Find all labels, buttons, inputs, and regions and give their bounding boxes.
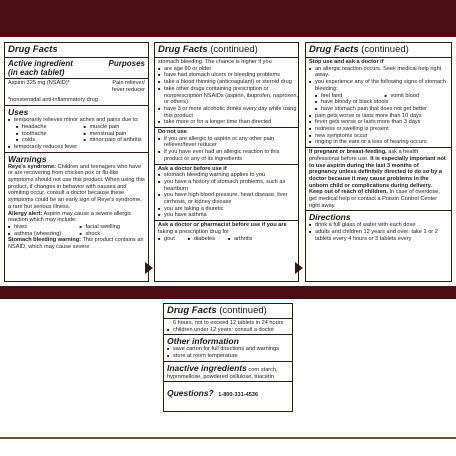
uses-heading: Uses [8, 107, 29, 118]
panel-title: Drug Facts [8, 44, 58, 55]
purpose-line-1: Pain reliever/ [112, 80, 145, 86]
stomach-bleeding-intro: stomach bleeding. The chance is higher if you [158, 59, 272, 65]
use-item: ■ muscle pain [81, 124, 149, 131]
purpose-line-2: fever reducer [112, 86, 145, 93]
ask-doctor-heading: Ask a doctor before use if [158, 165, 227, 172]
allergy-item: ■ hives [5, 224, 77, 231]
ask-doctor-item: ■ you are taking a diuretic [155, 206, 298, 213]
uses-last: ■ temporarily reduces fever [5, 144, 148, 151]
aspirin-ingredient: Aspirin 325 mg (NSAID)* [8, 80, 70, 86]
stomach-bleeding-warning: Stomach bleeding warning: This product contains an NSAID, which may cause severe [8, 237, 144, 251]
risk-item: ■ are age 60 or older [155, 66, 298, 73]
inactive-ingredients-text: corn starch, hypromellose, powdered cellulose, triacetin [167, 366, 278, 380]
other-info-item: ■ save carton for full directions and warnings [164, 346, 292, 353]
bleeding-sign: ■ feel faint [312, 93, 382, 100]
stop-use-item: ■ fever gets worse or lasts more than 3 days [306, 119, 451, 126]
risk-item: ■ have 3 or more alcoholic drinks every day while using this product [155, 106, 298, 119]
drug-facts-panel-4 [163, 303, 293, 412]
ask-doctor-item: ■ you have a history of stomach problems, such as heartburn [155, 179, 298, 192]
stop-use-item: ■ redness or swelling is present [306, 126, 451, 133]
do-not-use-item: ■ if you are allergic to aspirin or any other pain reliever/fever reducer [155, 136, 298, 149]
do-not-use-heading: Do not use [158, 129, 187, 136]
allergy-item: ■ asthma (wheezing) [5, 231, 77, 238]
active-ingredient-heading: Active ingredient [8, 59, 73, 68]
panel-title: Drug Facts [167, 305, 217, 316]
keep-out-of-reach: Keep out of reach of children. In case of overdose, get medical help or contact a Poison Control Center right away. [309, 189, 440, 209]
ask-doctor-item: ■ stomach bleeding warning applies to you [155, 172, 298, 179]
ask-pharmacist-heading: Ask a doctor or pharmacist before use if you are [158, 222, 287, 229]
allergy-item: ■ shock [77, 231, 149, 238]
direction-item: ■ children under 12 years: consult a doctor [164, 327, 292, 334]
risk-item: ■ take more or for a longer time than directed [155, 119, 298, 126]
risk-item: ■ take other drugs containing prescription or nonprescription NSAIDs (aspirin, ibuprofen, naproxen, or others) [155, 86, 298, 106]
stop-use-item: ■ pain gets worse or lasts more than 10 days [306, 113, 451, 120]
middle-border-bar [0, 286, 456, 299]
stop-use-item: ■ new symptoms occur [306, 133, 451, 140]
stop-use-heading: Stop use and ask a doctor if [309, 59, 384, 65]
drug-facts-panel-3 [305, 42, 452, 282]
other-info-item: ■ store at room temperature [164, 353, 292, 360]
risk-item: ■ take a blood thinning (anticoagulant) or steroid drug [155, 79, 298, 86]
directions-heading: Directions [309, 212, 351, 223]
active-ingredient-sub: (in each tablet) [8, 68, 65, 77]
continued-label: (continued) [219, 305, 267, 316]
ask-doctor-item: ■ you have high blood pressure, heart disease, liver cirrhosis, or kidney disease [155, 192, 298, 205]
bottom-border-line [0, 437, 456, 439]
stop-use-item: ■ an allergic reaction occurs. Seek medical help right away. [306, 66, 451, 79]
use-item: ■ minor pain of arthritis [81, 137, 149, 144]
allergy-alert: Allergy alert: Aspirin may cause a severe allergic reaction which may include: [8, 210, 132, 224]
panel-title: Drug Facts [158, 44, 208, 55]
drug-facts-panel-1 [4, 42, 149, 282]
questions-phone: 1-800-331-4536 [218, 392, 259, 399]
panel-title: Drug Facts [309, 44, 359, 55]
continue-arrow-icon [295, 262, 303, 274]
bleeding-sign: ■ vomit blood [382, 93, 452, 100]
questions-heading: Questions? [167, 388, 214, 399]
risk-item: ■ have had stomach ulcers or bleeding problems [155, 72, 298, 79]
use-item: ■ toothache [13, 131, 81, 138]
allergy-item: ■ facial swelling [77, 224, 149, 231]
bleeding-sign: ■ have stomach pain that does not get better [312, 106, 451, 113]
warnings-heading: Warnings [8, 153, 47, 164]
use-item: ■ colds [13, 137, 81, 144]
direction-item: ■ drink a full glass of water with each dose [306, 222, 451, 229]
stop-use-item: ■ you experience any of the following signs of stomach bleeding: [306, 79, 451, 92]
do-not-use-item: ■ if you have ever had an allergic reaction to this product or any of its ingredients [155, 149, 298, 162]
direction-continued: 6 hours, not to exceed 12 tablets in 24 hours [173, 320, 284, 326]
ask-pharmacist-text: taking a prescription drug for [158, 228, 229, 235]
drug-facts-panel-2 [154, 42, 299, 282]
condition-item: ■ gout [155, 236, 175, 243]
continue-arrow-icon [145, 262, 153, 274]
reye-warning: Reye's syndrome: Children and teenagers who have or are recovering from chicken pox or flu-like symptoms should not use this product. When using this product, if changes in behavior with nausea and vomiting occur, consult a doctor because these symptoms could be an early sign of Reye's syndrome, a rare but serious illness. [8, 163, 145, 210]
uses-intro: ■ temporarily relieves minor aches and pains due to: [5, 117, 148, 124]
other-information-heading: Other information [167, 336, 239, 347]
continued-label: (continued) [210, 44, 258, 55]
stop-use-item: ■ ringing in the ears or a loss of hearing occurs [306, 139, 451, 146]
bleeding-sign: ■ have bloody or black stools [312, 99, 451, 106]
use-item: ■ menstrual pain [81, 131, 149, 138]
condition-item: ■ diabetes [185, 236, 215, 243]
pregnancy-warning: If pregnant or breast-feeding, ask a health professional before use. It is especially important not to use aspirin during the last 3 months of pregnancy unless definitely directed to do so by a doctor because it may cause problems in the unborn child or complications during delivery. [309, 149, 446, 189]
top-border-bar [0, 0, 456, 37]
purposes-heading: Purposes [108, 59, 145, 68]
ask-doctor-item: ■ you have asthma [155, 212, 298, 219]
direction-item: ■ adults and children 12 years and over: take 1 or 2 tablets every 4 hours or 3 tablets every [306, 229, 451, 242]
continued-label: (continued) [361, 44, 409, 55]
condition-item: ■ arthritis [225, 236, 252, 243]
nsaid-footnote: *nonsteroidal anti-inflammatory drug [8, 97, 98, 104]
inactive-ingredients-heading: Inactive ingredients [167, 362, 247, 373]
use-item: ■ headache [13, 124, 81, 131]
